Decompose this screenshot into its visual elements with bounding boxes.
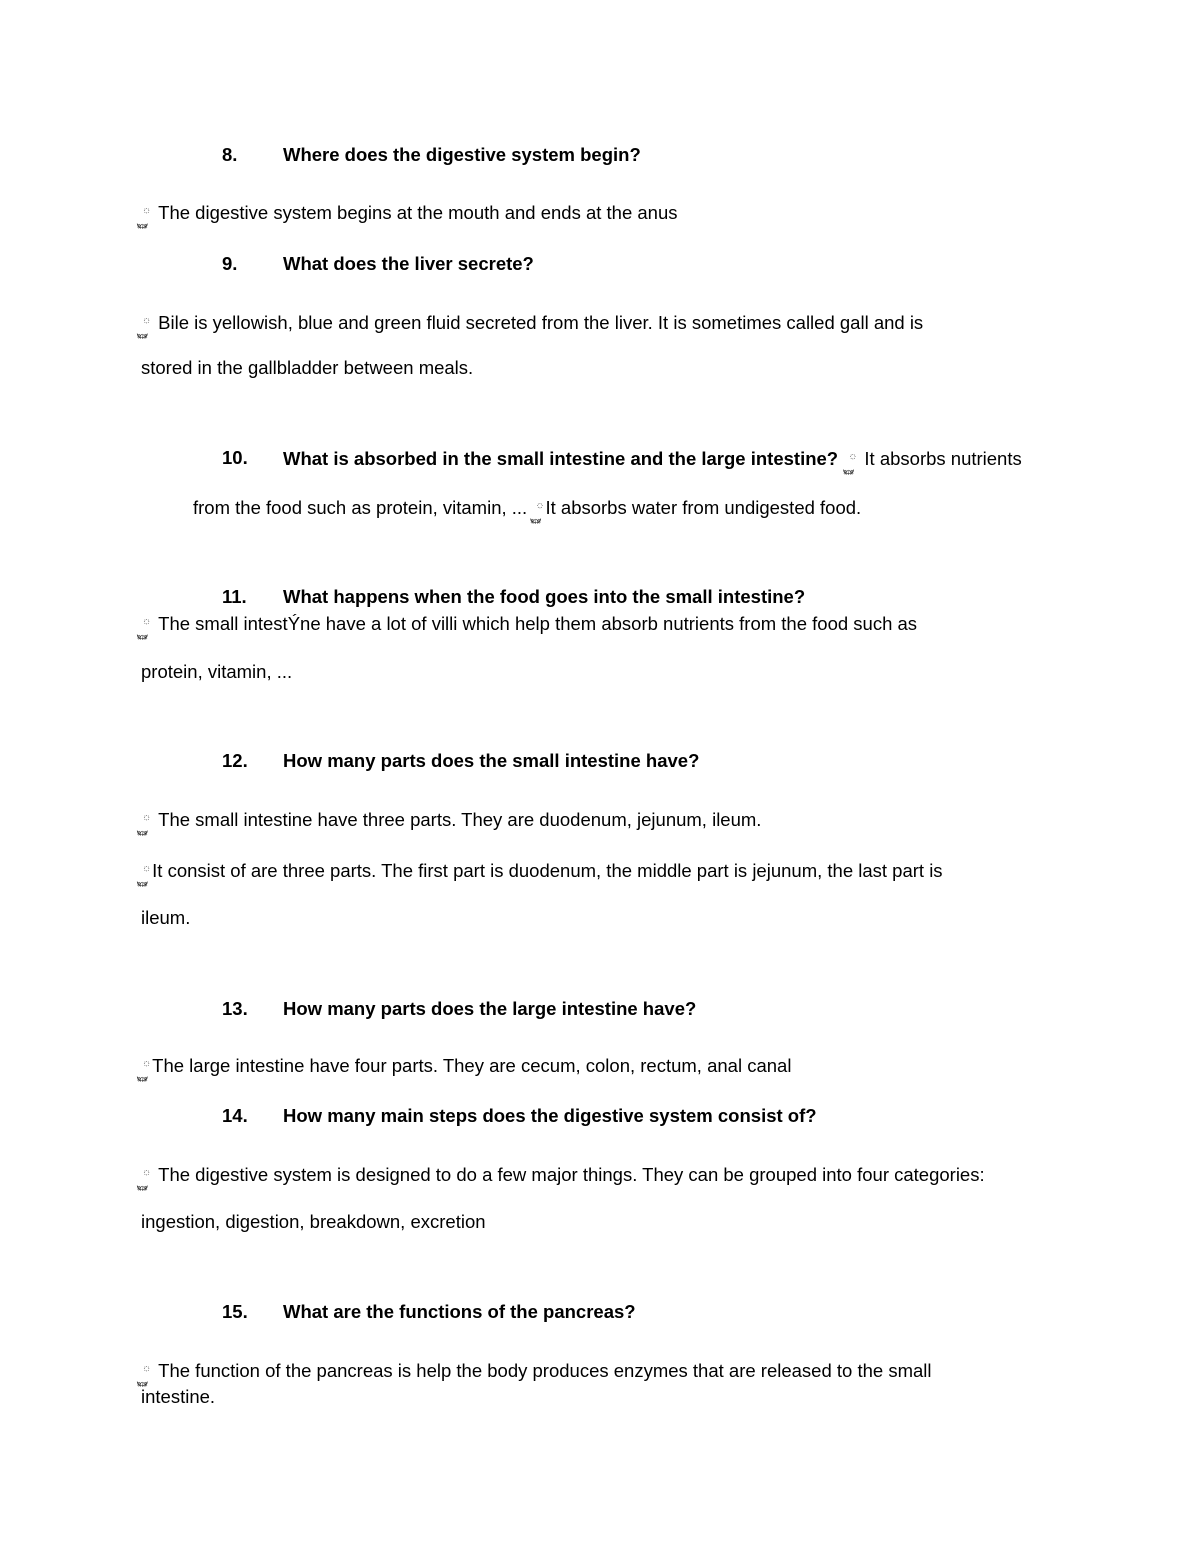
bullet-icon: ࿆ [143, 314, 151, 329]
bullet-icon: ࿆ [143, 204, 151, 219]
answer-line [141, 906, 190, 930]
answer-text: intestine. [141, 1386, 216, 1407]
answer-text: ileum. [141, 907, 191, 928]
question-number: 10. [222, 447, 248, 468]
answer-text: protein, vitamin, ... [141, 661, 293, 682]
answer-line [143, 611, 917, 636]
question-number: 8. [222, 144, 238, 165]
answer-line [143, 200, 678, 225]
answer-line [143, 310, 923, 335]
answer-text: Bile is yellowish, blue and green fluid secreted from the liver. It is sometimes called gall and is [158, 312, 924, 333]
question-text: What does the liver secrete? [283, 253, 534, 274]
answer-text: The digestive system is designed to do a few major things. They can be grouped into four categories: [158, 1164, 985, 1185]
bullet-icon: ࿆ [143, 1057, 151, 1072]
question-text: What is absorbed in the small intestine and the large intestine? [283, 448, 839, 469]
question-text: What happens when the food goes into the small intestine? [283, 586, 806, 607]
answer-line [143, 1162, 985, 1187]
question-text: Where does the digestive system begin? [283, 144, 641, 165]
answer-line [141, 356, 473, 380]
bullet-icon: ࿆ [143, 1362, 151, 1377]
question-text: How many parts does the large intestine have? [283, 998, 697, 1019]
answer-text: It absorbs water from undigested food. [545, 497, 862, 518]
answer-text: The small intestine have three parts. They are duodenum, jejunum, ileum. [158, 809, 762, 830]
answer-line [143, 1358, 932, 1383]
bullet-icon: ࿆ [143, 811, 151, 826]
question-number: 12. [222, 750, 248, 771]
answer-text: stored in the gallbladder between meals. [141, 357, 474, 378]
bullet-icon: ࿆ [536, 499, 544, 514]
answer-line [141, 1385, 215, 1409]
question-text: How many main steps does the digestive system consist of? [283, 1105, 817, 1126]
answer-text: The digestive system begins at the mouth and ends at the anus [158, 202, 678, 223]
bullet-icon: ࿆ [143, 862, 151, 877]
bullet-icon: ࿆ [143, 1166, 151, 1181]
question-line [283, 446, 1022, 471]
answer-line [193, 495, 861, 520]
bullet-icon: ࿆ [143, 615, 151, 630]
answer-line [143, 858, 943, 883]
question-text: How many parts does the small intestine have? [283, 750, 700, 771]
answer-line [141, 1210, 486, 1234]
answer-line [143, 807, 761, 832]
question-number: 9. [222, 253, 238, 274]
answer-line [141, 660, 292, 684]
question-number: 13. [222, 998, 248, 1019]
question-number: 11. [222, 586, 247, 607]
answer-text: The function of the pancreas is help the body produces enzymes that are released to the small [158, 1360, 932, 1381]
answer-text: The large intestine have four parts. They are cecum, colon, rectum, anal canal [152, 1055, 792, 1076]
answer-text: ingestion, digestion, breakdown, excretion [141, 1211, 486, 1232]
question-number: 14. [222, 1105, 248, 1126]
answer-text: It absorbs nutrients [864, 448, 1022, 469]
answer-text: It consist of are three parts. The first part is duodenum, the middle part is jejunum, the last part is [152, 860, 943, 881]
answer-text: The small intestÝne have a lot of villi which help them absorb nutrients from the food such as [158, 613, 918, 634]
bullet-icon: ࿆ [849, 450, 857, 465]
question-number: 15. [222, 1301, 248, 1322]
answer-line [143, 1053, 791, 1078]
question-text: What are the functions of the pancreas? [283, 1301, 636, 1322]
answer-text: from the food such as protein, vitamin, ... [193, 497, 528, 518]
